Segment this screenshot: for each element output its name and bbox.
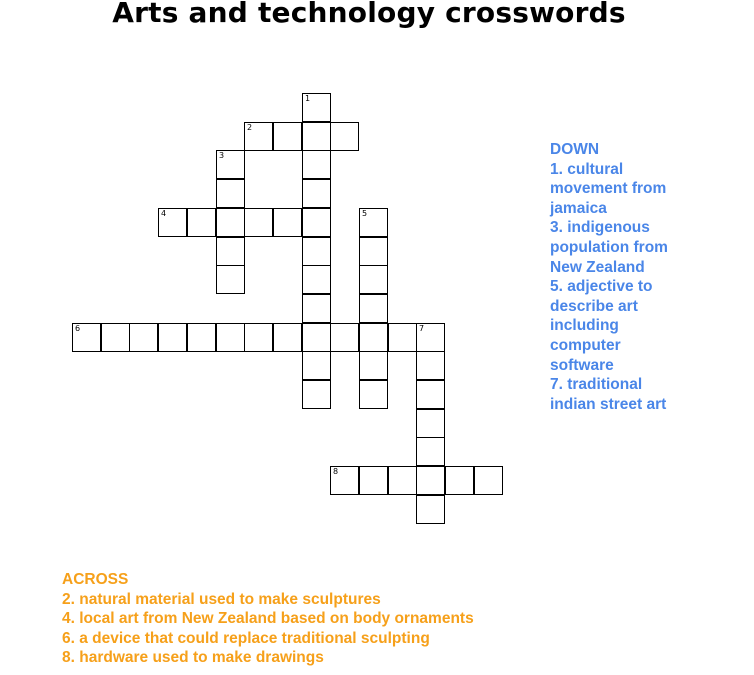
crossword-cell[interactable] xyxy=(187,323,216,352)
crossword-cell[interactable] xyxy=(302,351,331,380)
crossword-cell[interactable] xyxy=(216,323,245,352)
crossword-cell[interactable] xyxy=(330,466,359,495)
crossword-cell[interactable] xyxy=(273,122,302,151)
crossword-cell[interactable] xyxy=(416,495,445,524)
crossword-cell[interactable] xyxy=(302,323,331,352)
down-clue: 3. indigenous population from New Zealand xyxy=(550,219,668,276)
down-clue: 7. traditional indian street art xyxy=(550,376,667,413)
crossword-cell[interactable] xyxy=(302,122,331,151)
clue-number: 1 xyxy=(305,94,311,103)
crossword-cell[interactable] xyxy=(187,208,216,237)
crossword-cell[interactable] xyxy=(216,179,245,208)
crossword-cell[interactable] xyxy=(216,150,245,179)
across-clue: 6. a device that could replace traditional sculpting xyxy=(62,629,430,647)
crossword-cell[interactable] xyxy=(416,409,445,438)
across-clue: 2. natural material used to make sculptures xyxy=(62,590,381,608)
crossword-cell[interactable] xyxy=(244,122,273,151)
across-clues xyxy=(62,570,752,668)
crossword-cell[interactable] xyxy=(302,93,331,122)
clue-number: 8 xyxy=(333,467,339,476)
crossword-cell[interactable] xyxy=(359,237,388,266)
clue-number: 5 xyxy=(362,209,368,218)
crossword-cell[interactable] xyxy=(302,208,331,237)
crossword-cell[interactable] xyxy=(359,323,388,352)
page-title: Arts and technology crosswords xyxy=(112,0,626,29)
crossword-cell[interactable] xyxy=(244,208,273,237)
crossword-cell[interactable] xyxy=(359,351,388,380)
clue-number: 2 xyxy=(247,123,253,132)
across-clue: 4. local art from New Zealand based on body ornaments xyxy=(62,610,474,628)
down-clue: 5. adjective to describe art including computer software xyxy=(550,278,653,374)
crossword-cell[interactable] xyxy=(359,265,388,294)
crossword-cell[interactable] xyxy=(302,150,331,179)
across-heading: ACROSS xyxy=(62,571,129,588)
crossword-cell[interactable] xyxy=(129,323,158,352)
down-heading: DOWN xyxy=(550,141,600,158)
crossword-cell[interactable] xyxy=(474,466,503,495)
crossword-cell[interactable] xyxy=(416,380,445,409)
crossword-cell[interactable] xyxy=(244,323,273,352)
down-clue: 1. cultural movement from jamaica xyxy=(550,160,667,217)
crossword-cell[interactable] xyxy=(72,323,101,352)
crossword-cell[interactable] xyxy=(302,380,331,409)
down-clues xyxy=(550,140,680,414)
crossword-cell[interactable] xyxy=(445,466,474,495)
crossword-cell[interactable] xyxy=(302,265,331,294)
crossword-cell[interactable] xyxy=(388,466,417,495)
clue-number: 6 xyxy=(75,324,81,333)
crossword-cell[interactable] xyxy=(330,122,359,151)
crossword-cell[interactable] xyxy=(302,294,331,323)
crossword-cell[interactable] xyxy=(302,237,331,266)
crossword-cell[interactable] xyxy=(359,294,388,323)
crossword-cell[interactable] xyxy=(273,208,302,237)
clue-number: 3 xyxy=(219,151,225,160)
crossword-cell[interactable] xyxy=(416,437,445,466)
crossword-cell[interactable] xyxy=(101,323,130,352)
crossword-cell[interactable] xyxy=(158,323,187,352)
crossword-cell[interactable] xyxy=(216,237,245,266)
crossword-cell[interactable] xyxy=(416,466,445,495)
crossword-cell[interactable] xyxy=(359,208,388,237)
clue-number: 7 xyxy=(419,324,425,333)
crossword-cell[interactable] xyxy=(359,466,388,495)
crossword-cell[interactable] xyxy=(388,323,417,352)
crossword-cell[interactable] xyxy=(273,323,302,352)
clue-number: 4 xyxy=(161,209,167,218)
crossword-cell[interactable] xyxy=(330,323,359,352)
crossword-cell[interactable] xyxy=(416,351,445,380)
crossword-cell[interactable] xyxy=(302,179,331,208)
crossword-cell[interactable] xyxy=(216,265,245,294)
crossword-cell[interactable] xyxy=(416,323,445,352)
crossword-cell[interactable] xyxy=(359,380,388,409)
crossword-cell[interactable] xyxy=(216,208,245,237)
crossword-cell[interactable] xyxy=(158,208,187,237)
across-clue: 8. hardware used to make drawings xyxy=(62,649,324,667)
